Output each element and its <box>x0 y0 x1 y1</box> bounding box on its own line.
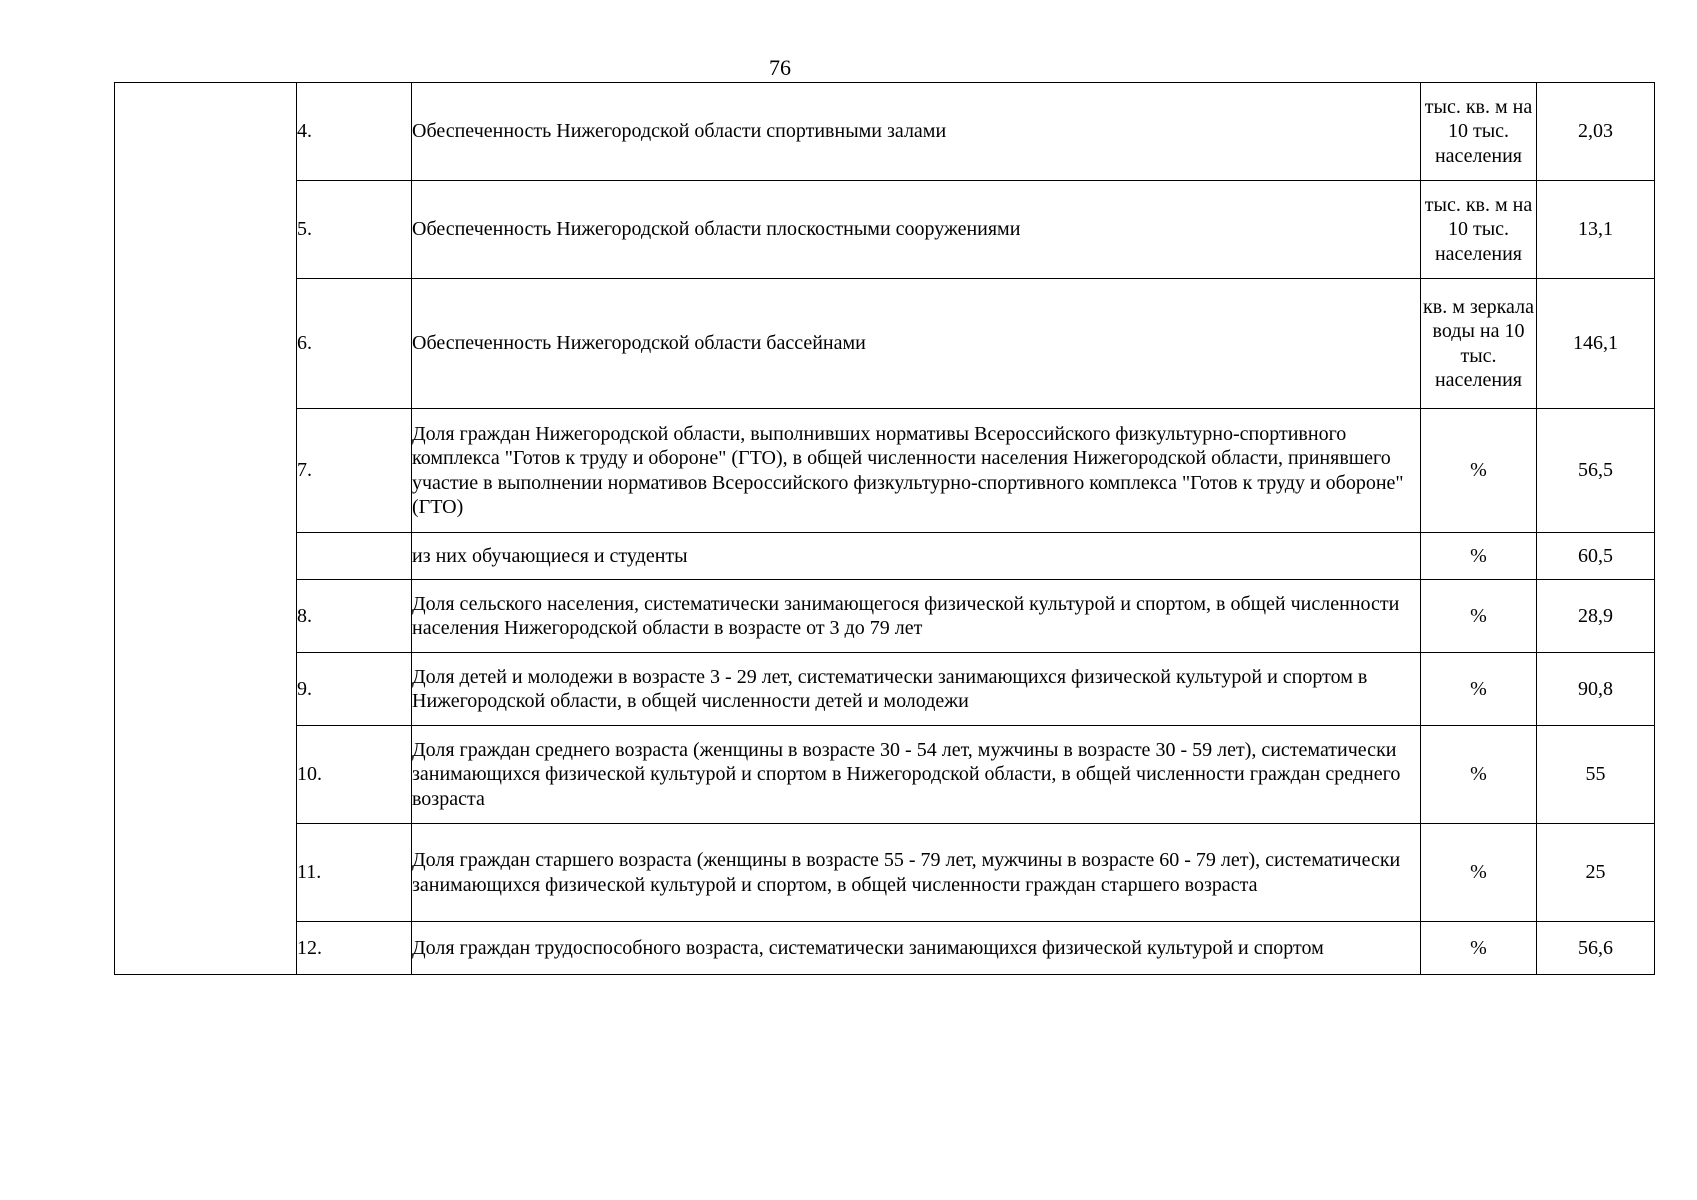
value-cell: 90,8 <box>1537 653 1655 726</box>
indicator-name: Доля граждан Нижегородской области, выполнивших нормативы Всероссийского физкультурно-спортивного комплекса "Готов к труду и обороне" (ГТО), в общей численности населения Нижегородской области, принявшего участие в выполнении нормативов Всероссийского физкультурно-спортивного комплекса "Готов к труду и обороне" (ГТО) <box>412 409 1421 533</box>
row-number: 5. <box>297 181 412 279</box>
indicator-name: из них обучающиеся и студенты <box>412 533 1421 580</box>
table-row <box>115 922 1655 975</box>
table-row <box>115 533 1655 580</box>
row-number: 9. <box>297 653 412 726</box>
merged-left-cell <box>115 83 297 975</box>
indicator-name: Доля граждан старшего возраста (женщины в возрасте 55 - 79 лет, мужчины в возрасте 60 - 79 лет), систематически занимающихся физической культурой и спортом, в общей численности граждан старшего возраста <box>412 824 1421 922</box>
row-number: 11. <box>297 824 412 922</box>
indicator-name: Обеспеченность Нижегородской области плоскостными сооружениями <box>412 181 1421 279</box>
row-number: 4. <box>297 83 412 181</box>
unit-cell: кв. м зеркала воды на 10 тыс. населения <box>1421 279 1537 409</box>
table-row <box>115 580 1655 653</box>
unit-cell: тыс. кв. м на 10 тыс. населения <box>1421 83 1537 181</box>
table-row <box>115 409 1655 533</box>
row-number: 7. <box>297 409 412 533</box>
value-cell: 55 <box>1537 726 1655 824</box>
unit-cell: % <box>1421 409 1537 533</box>
table-row <box>115 726 1655 824</box>
indicators-table <box>114 82 1655 975</box>
indicator-name: Обеспеченность Нижегородской области спортивными залами <box>412 83 1421 181</box>
unit-cell: % <box>1421 922 1537 975</box>
indicator-name: Доля детей и молодежи в возрасте 3 - 29 лет, систематически занимающихся физической культурой и спортом в Нижегородской области, в общей численности детей и молодежи <box>412 653 1421 726</box>
value-cell: 146,1 <box>1537 279 1655 409</box>
indicator-name: Доля граждан среднего возраста (женщины в возрасте 30 - 54 лет, мужчины в возрасте 30 - 59 лет), систематически занимающихся физической культурой и спортом в Нижегородской области, в общей численности граждан среднего возраста <box>412 726 1421 824</box>
value-cell: 56,6 <box>1537 922 1655 975</box>
row-number: 10. <box>297 726 412 824</box>
row-number <box>297 533 412 580</box>
value-cell: 60,5 <box>1537 533 1655 580</box>
unit-cell: % <box>1421 653 1537 726</box>
row-number: 6. <box>297 279 412 409</box>
unit-cell: % <box>1421 580 1537 653</box>
unit-cell: % <box>1421 726 1537 824</box>
table-row <box>115 279 1655 409</box>
indicator-name: Доля сельского населения, систематически занимающегося физической культурой и спортом, в общей численности населения Нижегородской области в возрасте от 3 до 79 лет <box>412 580 1421 653</box>
value-cell: 2,03 <box>1537 83 1655 181</box>
value-cell: 25 <box>1537 824 1655 922</box>
table-row <box>115 824 1655 922</box>
unit-cell: % <box>1421 824 1537 922</box>
value-cell: 13,1 <box>1537 181 1655 279</box>
unit-cell: тыс. кв. м на 10 тыс. населения <box>1421 181 1537 279</box>
row-number: 8. <box>297 580 412 653</box>
value-cell: 56,5 <box>1537 409 1655 533</box>
table-row <box>115 653 1655 726</box>
indicator-name: Обеспеченность Нижегородской области бассейнами <box>412 279 1421 409</box>
indicators-table-wrapper <box>114 82 1655 975</box>
unit-cell: % <box>1421 533 1537 580</box>
table-row <box>115 83 1655 181</box>
table-row <box>115 181 1655 279</box>
row-number: 12. <box>297 922 412 975</box>
indicator-name: Доля граждан трудоспособного возраста, систематически занимающихся физической культурой и спортом <box>412 922 1421 975</box>
value-cell: 28,9 <box>1537 580 1655 653</box>
page-number: 76 <box>769 55 791 80</box>
